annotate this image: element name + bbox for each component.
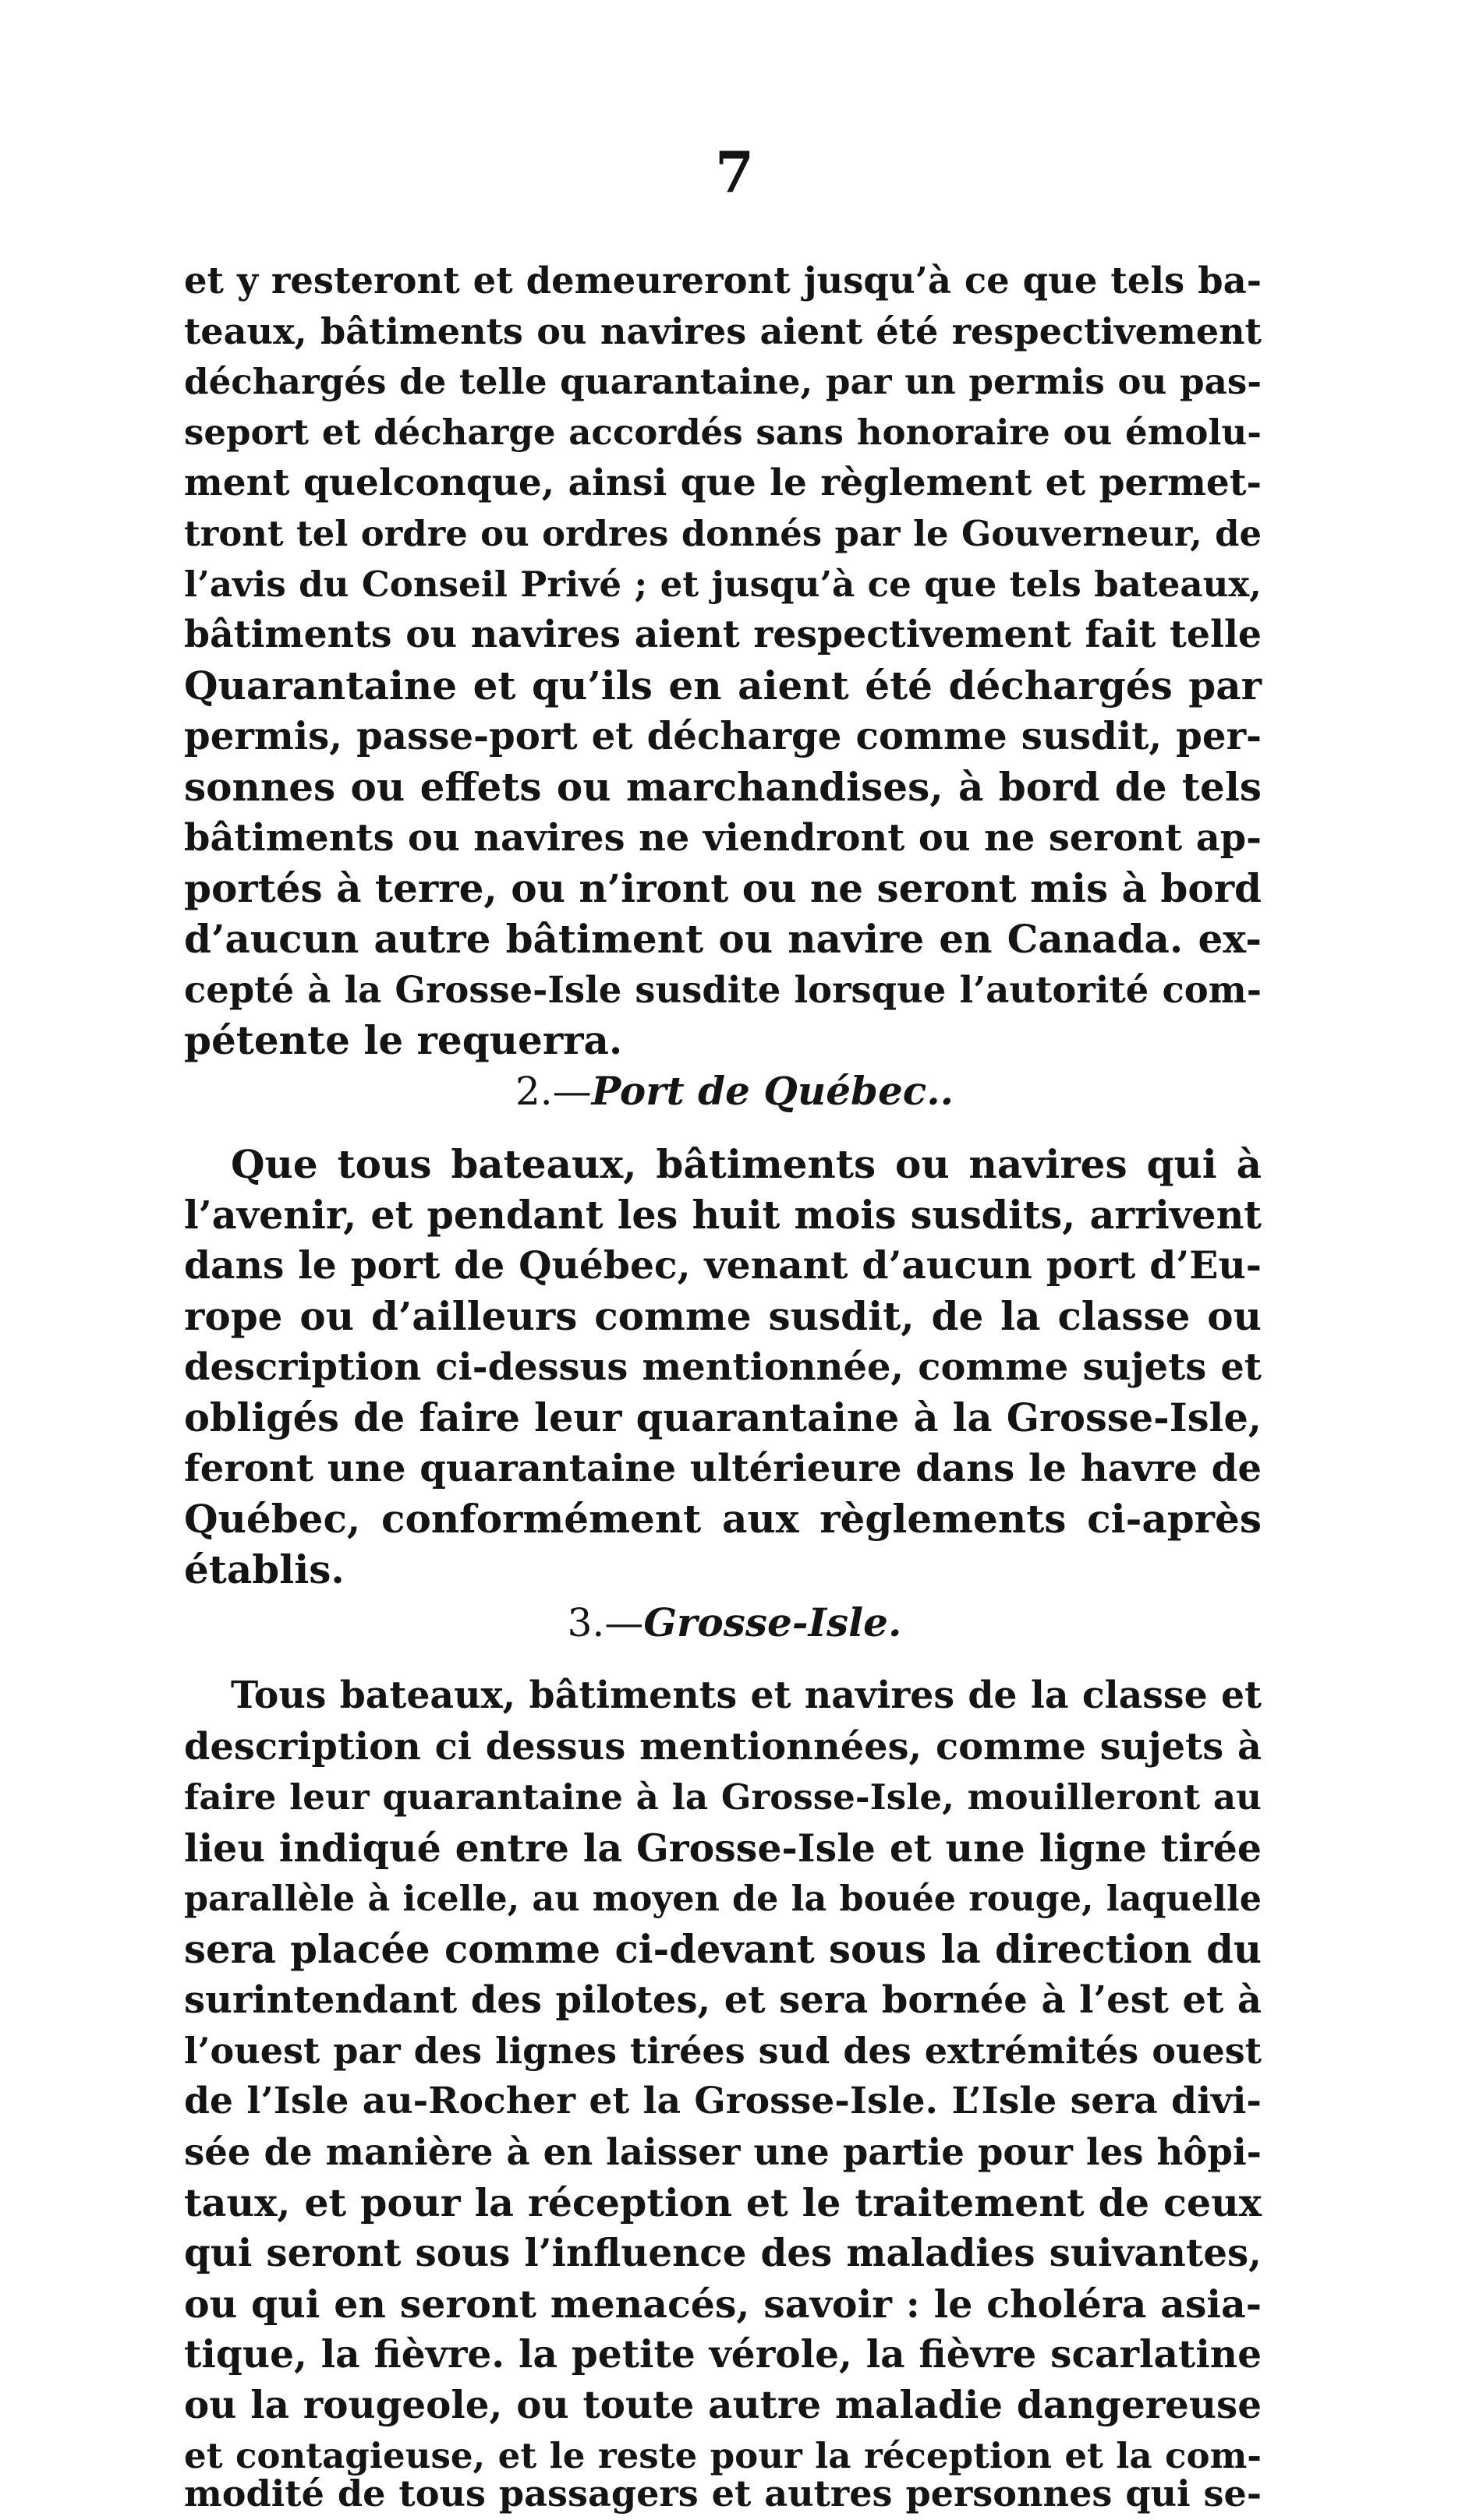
text-line: déchargés de telle quarantaine, par un permis ou pas-	[184, 361, 1262, 402]
text-line: modité de tous passagers et autres personnes qui se-	[184, 2472, 1262, 2515]
text-line: bâtiments ou navires aient respectivement fait telle	[184, 613, 1262, 656]
text-line: lieu indiqué entre la Grosse-Isle et une ligne tirée	[184, 1825, 1262, 1871]
section-heading-3	[0, 1598, 1469, 1648]
text-line: tront tel ordre ou ordres donnés par le Gouverneur, de	[184, 513, 1262, 554]
text-line: sée de manière à en laisser une partie pour les hôpi-	[184, 2130, 1262, 2173]
text-line: permis, passe-port et décharge comme susdit, per-	[184, 715, 1262, 758]
text-line: sonnes ou effets ou marchandises, à bord de tels	[184, 764, 1262, 810]
text-line: seport et décharge accordés sans honoraire ou émolu-	[184, 412, 1262, 453]
text-line: dans le port de Québec, venant d’aucun port d’Eu-	[184, 1243, 1262, 1288]
section-title: Port de Québec..	[591, 1068, 954, 1114]
text-line: cepté à la Grosse-Isle susdite lorsque l’autorité com-	[184, 968, 1262, 1011]
section-number: 2.—	[515, 1069, 592, 1114]
text-line: l’avenir, et pendant les huit mois susdits, arrivent	[184, 1193, 1262, 1238]
text-line: ment quelconque, ainsi que le règlement et permet-	[184, 461, 1262, 504]
text-line: sera placée comme ci-devant sous la direction du	[184, 1926, 1262, 1972]
text-line: Quarantaine et qu’ils en aient été déchargés par	[184, 663, 1262, 709]
text-line: Tous bateaux, bâtiments et navires de la classe et	[231, 1674, 1262, 1717]
text-line: surintendant des pilotes, et sera bornée à l’est et à	[184, 1978, 1262, 2022]
text-line: obligés de faire leur quarantaine à la Grosse-Isle,	[184, 1395, 1262, 1440]
text-line: Que tous bateaux, bâtiments ou navires qui à	[231, 1141, 1262, 1187]
text-line: établis.	[184, 1546, 345, 1592]
text-line: et contagieuse, et le reste pour la réception et la com-	[184, 2435, 1262, 2476]
text-line: portés à terre, ou n’iront ou ne seront mis à bord	[184, 865, 1262, 911]
text-line: d’aucun autre bâtiment ou navire en Canada. ex-	[184, 916, 1262, 962]
text-line: faire leur quarantaine à la Grosse-Isle, mouilleront au	[184, 1776, 1262, 1818]
text-line: et y resteront et demeureront jusqu’à ce que tels ba-	[184, 259, 1262, 302]
text-line: description ci-dessus mentionnée, comme sujets et	[184, 1345, 1262, 1389]
text-line: ou la rougeole, ou toute autre maladie dangereuse	[184, 2384, 1262, 2427]
text-line: l’ouest par des lignes tirées sud des extrémités ouest	[184, 2030, 1262, 2072]
text-line: l’avis du Conseil Privé ; et jusqu’à ce que tels bateaux,	[184, 564, 1262, 605]
text-line: feront une quarantaine ultérieure dans le havre de	[184, 1447, 1262, 1490]
page-number: 7	[714, 139, 755, 205]
text-line: bâtiments ou navires ne viendront ou ne seront ap-	[184, 816, 1262, 860]
section-title: Grosse-Isle.	[643, 1599, 902, 1645]
text-line: de l’Isle au-Rocher et la Grosse-Isle. L’Isle sera divi-	[184, 2080, 1262, 2122]
text-line: ou qui en seront menacés, savoir : le choléra asia-	[184, 2281, 1262, 2327]
text-line: tique, la fièvre. la petite vérole, la fièvre scarlatine	[184, 2332, 1262, 2377]
section-number: 3.—	[567, 1600, 644, 1645]
text-line: parallèle à icelle, au moyen de la bouée rouge, laquelle	[184, 1879, 1262, 1919]
text-line: rope ou d’ailleurs comme susdit, de la classe ou	[184, 1293, 1262, 1339]
text-line: pétente le requerra.	[184, 1017, 623, 1063]
section-heading-2	[0, 1066, 1469, 1116]
text-line: teaux, bâtiments ou navires aient été respectivement	[184, 310, 1262, 352]
text-line: taux, et pour la réception et le traitement de ceux	[184, 2180, 1262, 2225]
text-line: Québec, conformément aux règlements ci-après	[184, 1496, 1262, 1542]
text-line: description ci dessus mentionnées, comme sujets à	[184, 1725, 1262, 1769]
text-line: qui seront sous l’influence des maladies suivantes,	[184, 2232, 1262, 2275]
